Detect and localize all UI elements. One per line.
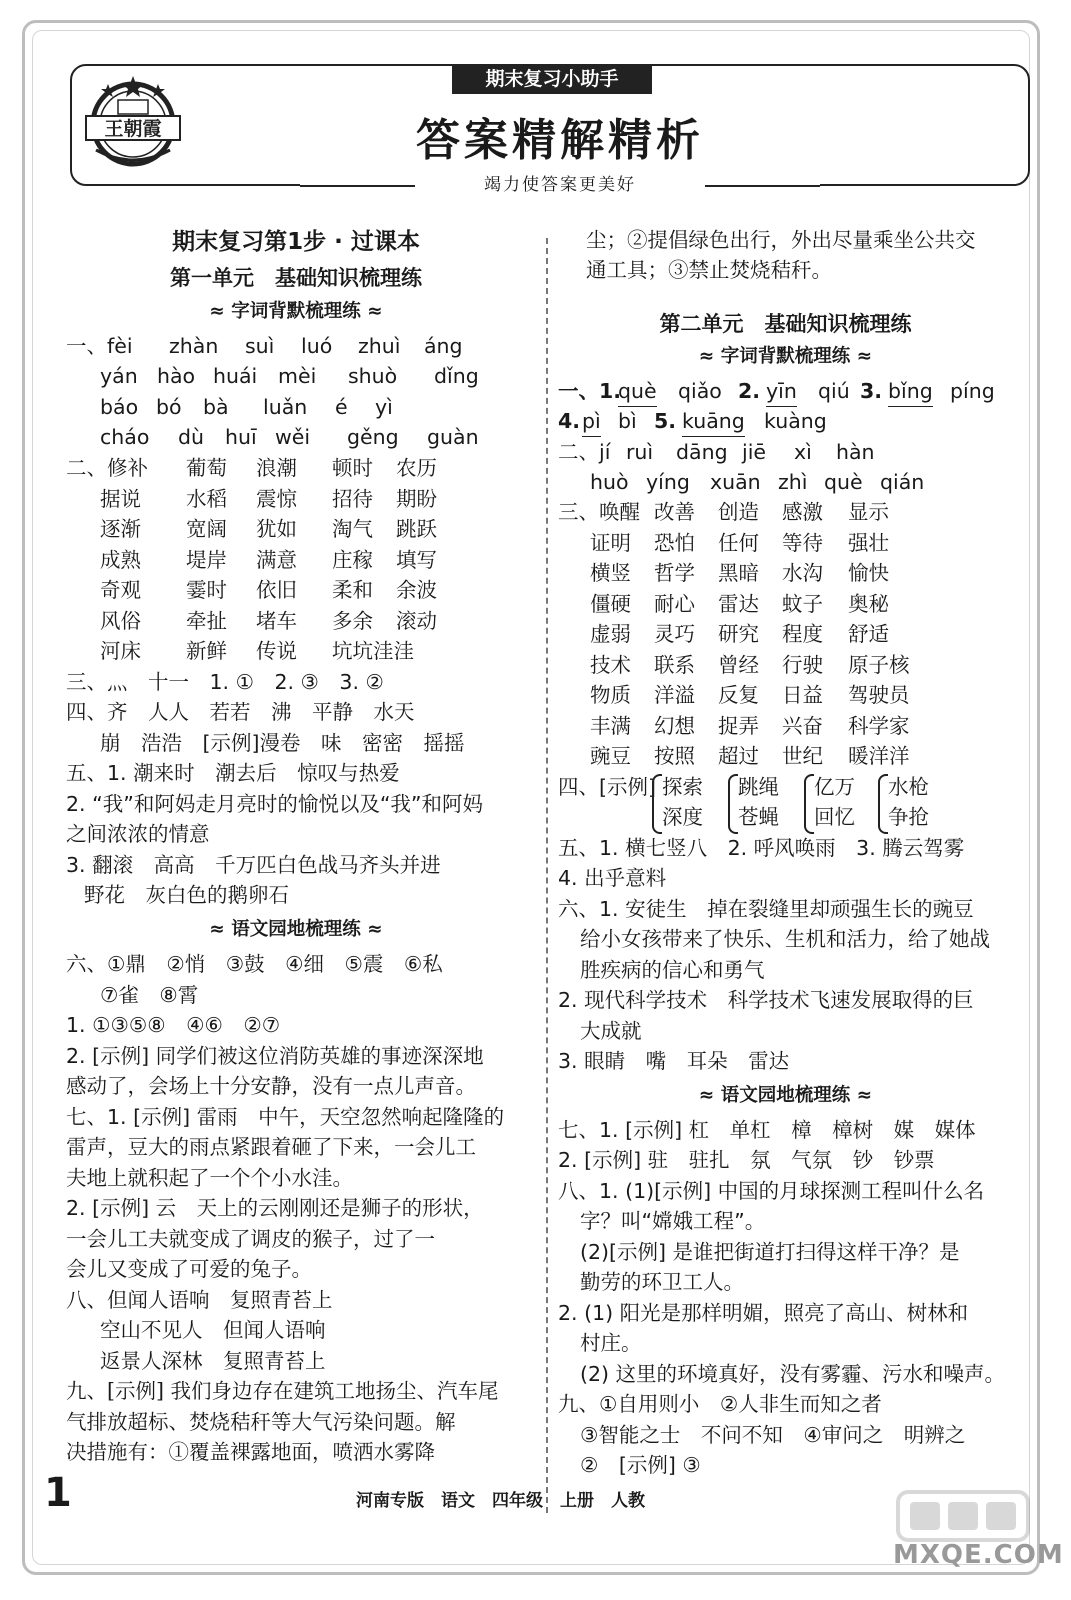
answer-line: 2. [示例] 驻 驻扎 氛 气氛 钞 钞票 — [558, 1148, 935, 1172]
word-row: 技术 联系 曾经 行驶 原子核 — [590, 653, 910, 677]
slogan: 竭力使答案更美好 — [484, 175, 636, 195]
word-row: 虚弱 灵巧 研究 程度 舒适 — [590, 622, 889, 646]
group-word: 跳绳 — [738, 775, 779, 799]
subsection-heading: ≈ 语文园地梳理练 ≈ — [698, 1085, 873, 1106]
answer-line: 五、1. 潮来时 潮去后 惊叹与热爱 — [66, 761, 400, 785]
group-word: 争抢 — [888, 805, 929, 829]
answer-line: 字？叫“嫦娥工程”。 — [580, 1209, 766, 1233]
answer-line: 野花 灰白色的鹅卵石 — [84, 883, 289, 907]
answer-line: 4. 出乎意料 — [558, 866, 667, 890]
group-word: 回忆 — [814, 805, 855, 829]
answer-line: 一会儿工夫就变成了调皮的猴子，过了一 — [66, 1227, 435, 1251]
answer-line: 胜疾病的信心和勇气 — [580, 958, 765, 982]
brace — [652, 774, 662, 834]
answer-line: 感动了，会场上十分安静，没有一点儿声音。 — [66, 1074, 476, 1098]
answer-line: 3. 眼睛 嘴 耳朵 雷达 — [558, 1049, 790, 1073]
answer-line: 三、灬 十一 1. ① 2. ③ 3. ② — [66, 670, 384, 694]
answer-line: 雷声，豆大的雨点紧跟着砸了下来，一会儿工 — [66, 1135, 476, 1159]
answer-line: 之间浓浓的情意 — [66, 822, 210, 846]
slogan-line-right — [705, 185, 820, 187]
pinyin-row: huò yíng xuān zhì què qián — [590, 470, 925, 494]
answer-line: 七、1. [示例] 雷雨 中午，天空忽然响起隆隆的 — [66, 1105, 505, 1129]
answer-line: 八、1. (1)[示例] 中国的月球探测工程叫什么名 — [558, 1179, 985, 1203]
svg-text:王朝霞: 王朝霞 — [104, 118, 162, 140]
slogan-line-left — [300, 185, 415, 187]
answer-line: 决措施有：①覆盖裸露地面，喷洒水雾降 — [66, 1440, 435, 1464]
group-word: 探索 — [662, 775, 703, 799]
brand-logo — [78, 72, 188, 172]
word-row: 奇观 霎时 依旧 柔和 余波 — [100, 578, 437, 602]
word-row: 证明 恐怕 任何 等待 强壮 — [590, 531, 889, 555]
helper-tab: 期末复习小助手 — [452, 64, 652, 94]
answer-line: 空山不见人 但闻人语响 — [100, 1318, 326, 1342]
word-row: 逐渐 宽阔 犹如 淘气 跳跃 — [100, 517, 437, 541]
answer-line: 四、齐 人人 若若 沸 平静 水天 — [66, 700, 415, 724]
answer-line: 八、但闻人语响 复照青苔上 — [66, 1288, 333, 1312]
word-row: 横竖 哲学 黑暗 水沟 愉快 — [590, 561, 889, 585]
page-title: 答案精解精析 — [416, 115, 704, 166]
answer-line: 气排放超标、焚烧秸秆等大气污染问题。解 — [66, 1410, 456, 1434]
section-title: 期末复习第1步 · 过课本 — [172, 229, 420, 255]
answer-line: 会儿又变成了可爱的兔子。 — [66, 1257, 312, 1281]
answer-label: 四、[示例] — [558, 775, 656, 799]
answer-line: 村庄。 — [580, 1331, 642, 1355]
group-word: 水枪 — [888, 775, 929, 799]
column-divider — [546, 238, 548, 1513]
word-row: 豌豆 按照 超过 世纪 暖洋洋 — [590, 744, 910, 768]
slogan-row — [300, 172, 820, 198]
answer-line: 崩 浩浩 [示例]漫卷 味 密密 摇摇 — [100, 731, 465, 755]
word-row: 僵硬 耐心 雷达 蚊子 奥秘 — [590, 592, 889, 616]
group-word: 亿万 — [814, 775, 855, 799]
word-row: 风俗 牵扯 堵车 多余 滚动 — [100, 609, 437, 633]
unit-title: 第二单元 基础知识梳理练 — [659, 312, 912, 336]
word-row: 二、修补 葡萄 浪潮 顿时 农历 — [66, 456, 437, 480]
pinyin-row: cháo dù huī wěi gěng guàn — [100, 425, 479, 449]
subsection-heading: ≈ 字词背默梳理练 ≈ — [209, 301, 383, 322]
answer-line: 通工具；③禁止焚烧秸秆。 — [586, 258, 832, 282]
subsection-heading: ≈ 字词背默梳理练 ≈ — [698, 346, 873, 367]
pinyin-row: 二、jí ruì dāng jiē xì hàn — [558, 440, 875, 464]
footer-info: 河南专版 语文 四年级 上册 人教 — [356, 1491, 645, 1511]
brace — [878, 774, 888, 834]
pinyin-row: 4.pì bì 5. kuāng kuàng — [558, 406, 827, 437]
answer-line: 返景人深林 复照青苔上 — [100, 1349, 326, 1373]
answer-line: 2. [示例] 云 天上的云刚刚还是狮子的形状， — [66, 1196, 484, 1220]
watermark-text: MXQE.COM — [893, 1540, 1064, 1570]
answer-line: 1. ①③⑤⑧ ④⑥ ②⑦ — [66, 1013, 281, 1037]
answer-line: 九、[示例] 我们身边存在建筑工地扬尘、汽车尾 — [66, 1379, 499, 1403]
group-word: 苍蝇 — [738, 805, 779, 829]
answer-line: ② [示例] ③ — [580, 1453, 701, 1477]
answer-line: ③智能之士 不问不知 ④审问之 明辨之 — [580, 1423, 966, 1447]
answer-line: 2. [示例] 同学们被这位消防英雄的事迹深深地 — [66, 1044, 484, 1068]
word-row: 物质 洋溢 反复 日益 驾驶员 — [590, 683, 910, 707]
brace — [728, 774, 738, 834]
group-word: 深度 — [662, 805, 703, 829]
answer-line: 给小女孩带来了快乐、生机和活力，给了她战 — [580, 927, 990, 951]
answer-line: 五、1. 横七竖八 2. 呼风唤雨 3. 腾云驾雾 — [558, 836, 965, 860]
pinyin-row: báo bó bà luǎn é yì — [100, 395, 393, 419]
answer-line: 勤劳的环卫工人。 — [580, 1270, 744, 1294]
answer-line: 2. 现代科学技术 科学技术飞速发展取得的巨 — [558, 988, 974, 1012]
unit-title: 第一单元 基础知识梳理练 — [170, 266, 422, 290]
answer-line: 七、1. [示例] 杠 单杠 樟 樟树 媒 媒体 — [558, 1118, 976, 1142]
pinyin-row: 一、fèi zhàn suì luó zhuì áng — [66, 334, 463, 358]
answer-line: 六、1. 安徒生 掉在裂缝里却顽强生长的豌豆 — [558, 897, 974, 921]
answer-line: 九、①自用则小 ②人非生而知之者 — [558, 1392, 882, 1416]
brace — [804, 774, 814, 834]
word-row: 丰满 幻想 捉弄 兴奋 科学家 — [590, 714, 910, 738]
word-row: 三、唤醒 改善 创造 感激 显示 — [558, 500, 889, 524]
word-row: 成熟 堤岸 满意 庄稼 填写 — [100, 548, 437, 572]
pinyin-row: yán hào huái mèi shuò dǐng — [100, 364, 479, 388]
answer-line: 2. “我”和阿妈走月亮时的愉悦以及“我”和阿妈 — [66, 792, 484, 816]
answer-line: ⑦雀 ⑧霄 — [100, 983, 199, 1007]
pinyin-row: 一、1.què qiǎo 2. yīn qiú 3. bǐng píng — [558, 376, 995, 407]
answer-line: 2. (1) 阳光是那样明媚，照亮了高山、树林和 — [558, 1301, 969, 1325]
answer-line: (2) 这里的环境真好，没有雾霾、污水和噪声。 — [580, 1362, 1006, 1386]
answer-line: 夫地上就积起了一个个小水洼。 — [66, 1166, 353, 1190]
answer-line: 尘；②提倡绿色出行，外出尽量乘坐公共交 — [586, 228, 976, 252]
answer-line: (2)[示例] 是谁把街道打扫得这样干净？是 — [580, 1240, 960, 1264]
subsection-heading: ≈ 语文园地梳理练 ≈ — [209, 919, 383, 940]
answer-line: 六、①鼎 ②悄 ③鼓 ④细 ⑤震 ⑥私 — [66, 952, 443, 976]
page-number: 1 — [44, 1470, 72, 1516]
answer-line: 3. 翻滚 高高 千万匹白色战马齐头并进 — [66, 853, 441, 877]
answer-line: 大成就 — [580, 1019, 642, 1043]
word-row: 据说 水稻 震惊 招待 期盼 — [100, 487, 437, 511]
word-row: 河床 新鲜 传说 坑坑洼洼 — [100, 639, 414, 663]
